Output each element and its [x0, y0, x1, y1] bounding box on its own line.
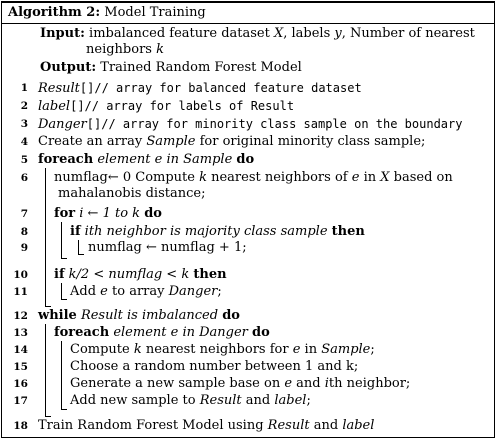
input-text: , labels	[283, 26, 335, 41]
text: to array	[107, 284, 169, 299]
code-line-17	[70, 393, 311, 409]
var: e	[100, 284, 108, 299]
block-end	[61, 409, 67, 410]
line-number: 6	[20, 172, 28, 184]
text: and	[241, 393, 275, 408]
code-line-8	[70, 224, 365, 240]
code-line-13	[54, 325, 270, 341]
block-end	[78, 254, 84, 255]
block-bar	[61, 222, 62, 258]
block-end	[45, 306, 51, 307]
text: in	[359, 170, 381, 185]
code-line-11	[70, 284, 222, 300]
keyword: do	[144, 206, 162, 221]
var: label	[38, 99, 71, 114]
title-rule	[2, 23, 494, 24]
line-number: 9	[20, 242, 28, 254]
condition: Result is imbalanced	[80, 308, 219, 323]
comment: []// array for labels of Result	[70, 99, 295, 113]
code-line-14	[70, 342, 375, 358]
text: for original minority class sample;	[195, 134, 426, 149]
text: nearest neighbors for	[141, 342, 293, 357]
line-number: 16	[13, 378, 28, 390]
var: k	[133, 342, 142, 357]
text: nearest neighbors of	[206, 170, 352, 185]
line-number: 13	[13, 327, 28, 339]
var: i	[324, 376, 329, 391]
var: e	[284, 376, 293, 391]
line-number: 7	[20, 208, 28, 220]
code-line-7	[54, 206, 162, 222]
algorithm-title	[8, 5, 206, 21]
line-number: 12	[13, 310, 28, 322]
line-number: 2	[20, 100, 28, 112]
text: ;	[217, 284, 222, 299]
block-bar	[45, 324, 46, 416]
var: Result	[38, 81, 80, 96]
condition: i ← 1 to k	[79, 206, 141, 221]
output-line	[40, 60, 302, 76]
input-text: imbalanced feature dataset	[89, 26, 274, 41]
line-number: 17	[13, 395, 28, 407]
line-number: 5	[20, 154, 28, 166]
text: numflag← 0 Compute	[54, 170, 200, 185]
var: label	[342, 418, 375, 433]
var: Sample	[146, 134, 196, 149]
input-line-cont	[86, 42, 164, 58]
code-line-18	[38, 418, 374, 434]
block-bar	[61, 341, 62, 409]
keyword: foreach	[38, 152, 94, 167]
line-number: 15	[13, 361, 28, 373]
text: Add	[70, 284, 101, 299]
code-line-9	[88, 240, 247, 256]
text: Add new sample to	[70, 393, 200, 408]
condition: k/2 < numflag < k	[68, 267, 190, 282]
text: based on	[389, 170, 453, 185]
keyword: if	[54, 267, 65, 282]
var: Result	[267, 418, 310, 433]
code-line-5	[38, 152, 254, 168]
code-line-1	[38, 80, 362, 97]
comment: []// array for balanced feature dataset	[79, 81, 362, 95]
keyword: do	[252, 325, 270, 340]
code-line-4	[38, 134, 425, 150]
input-text: , Number of nearest	[341, 26, 475, 41]
code-line-6-cont	[58, 186, 205, 202]
keyword: foreach	[54, 325, 110, 340]
text: Train Random Forest Model using	[38, 418, 268, 433]
comment: []// array for minority class sample on the boundary	[86, 117, 463, 131]
line-number: 10	[13, 269, 28, 281]
text: and	[292, 376, 325, 391]
text: ;	[306, 393, 311, 408]
var: X	[380, 170, 390, 185]
output-text: Trained Random Forest Model	[100, 60, 302, 75]
line-number: 18	[13, 420, 28, 432]
code-line-12	[38, 308, 240, 324]
block-bar	[61, 283, 62, 299]
text: in	[300, 342, 322, 357]
var: e	[292, 342, 301, 357]
line-number: 8	[20, 226, 28, 238]
code-line-3	[38, 116, 462, 133]
var: Danger	[168, 284, 218, 299]
condition: element e in Danger	[113, 325, 248, 340]
text: Compute	[70, 342, 134, 357]
input-text: neighbors	[86, 42, 157, 57]
keyword: if	[70, 224, 81, 239]
algorithm-name: Model Training	[104, 5, 206, 20]
line-number: 4	[20, 136, 28, 148]
keyword: do	[236, 152, 255, 167]
keyword: then	[331, 224, 365, 239]
code-line-6	[54, 170, 453, 186]
text: ;	[370, 342, 375, 357]
algorithm-box	[1, 1, 495, 438]
line-number: 1	[20, 82, 28, 94]
var: Result	[199, 393, 242, 408]
block-bar	[78, 240, 79, 254]
var: label	[274, 393, 307, 408]
condition: ith neighbor is majority class sample	[84, 224, 328, 239]
block-end	[45, 416, 51, 417]
keyword: then	[193, 267, 227, 282]
algorithm-label: Algorithm 2:	[8, 5, 101, 20]
block-bar	[45, 168, 46, 306]
output-label: Output:	[40, 60, 97, 75]
text: th neighbor;	[328, 376, 411, 391]
var: Sample	[321, 342, 371, 357]
var: k	[199, 170, 207, 185]
input-var-x: X	[273, 26, 284, 41]
text: and	[309, 418, 343, 433]
input-line	[40, 26, 475, 42]
code-line-16	[70, 376, 410, 392]
top-rule	[2, 2, 494, 3]
line-number: 11	[13, 286, 28, 298]
block-end	[61, 258, 67, 259]
code-line-2	[38, 98, 294, 115]
text: numflag ← numflag + 1;	[88, 240, 247, 255]
text: Choose a random number between 1 and k;	[70, 359, 359, 374]
var: e	[351, 170, 360, 185]
keyword: while	[38, 308, 77, 323]
input-var-y: y	[334, 26, 342, 41]
keyword: for	[54, 206, 76, 221]
line-number: 3	[20, 118, 28, 130]
code-line-15	[70, 359, 358, 375]
text: Generate a new sample base on	[70, 376, 285, 391]
input-var-k: k	[156, 42, 164, 57]
keyword: do	[222, 308, 240, 323]
condition: element e in Sample	[97, 152, 233, 167]
text: mahalanobis distance;	[58, 186, 206, 201]
var: Danger	[38, 117, 87, 132]
input-label: Input:	[40, 26, 85, 41]
code-line-10	[54, 267, 227, 283]
block-end	[61, 299, 67, 300]
text: Create an array	[38, 134, 147, 149]
line-number: 14	[13, 344, 28, 356]
